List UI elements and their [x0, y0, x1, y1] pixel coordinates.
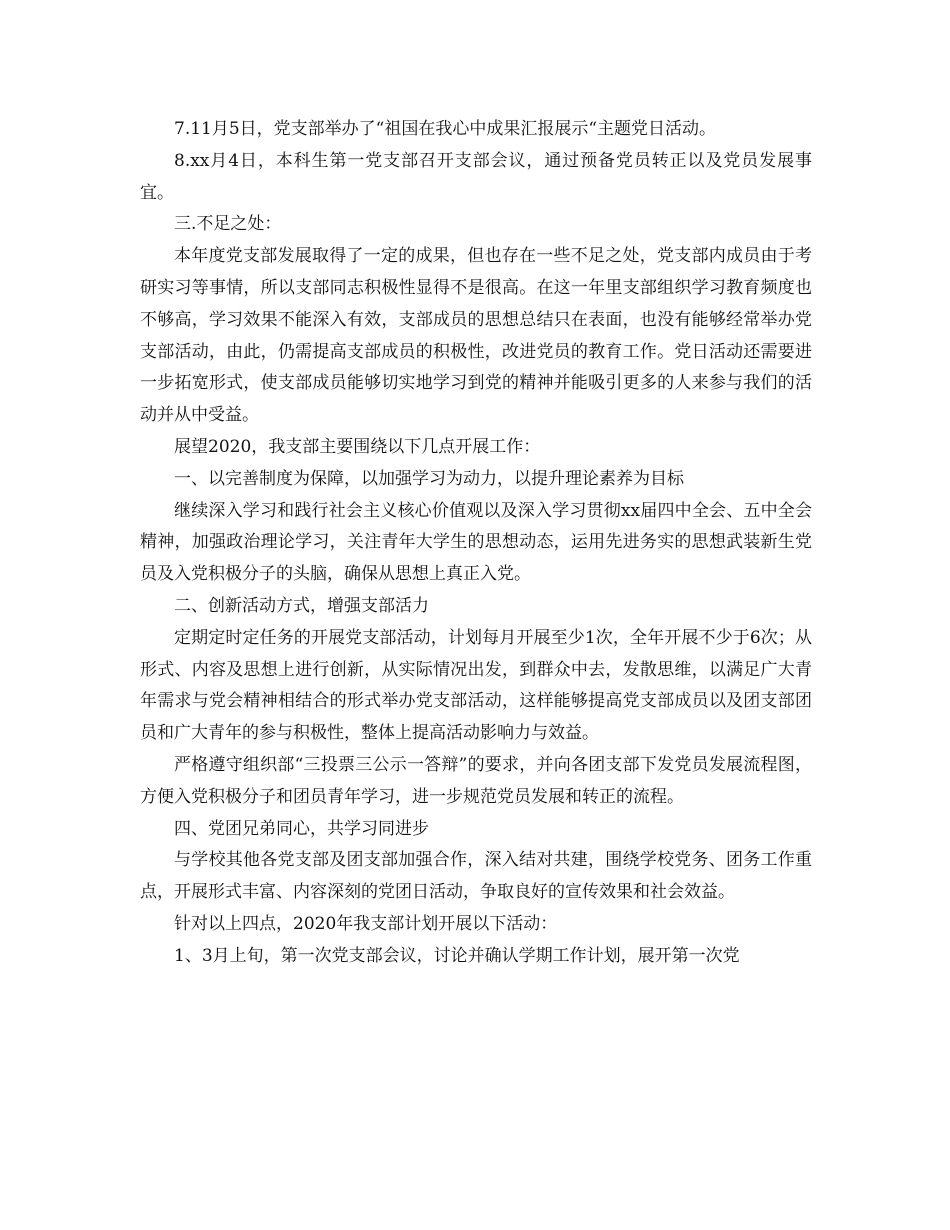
paragraph-plan-item-1: 1、3月上旬，第一次党支部会议，讨论并确认学期工作计划，展开第一次党	[174, 945, 740, 966]
document-body	[140, 114, 812, 973]
heading-point-4: 四、党团兄弟同心，共学习同进步	[174, 818, 429, 839]
heading-point-1: 一、以完善制度为保障，以加强学习为动力，以提升理论素养为目标	[174, 468, 684, 489]
heading-point-2: 二、创新活动方式，增强支部活力	[174, 595, 429, 616]
paragraph-outlook: 展望2020，我支部主要围绕以下几点开展工作：	[174, 436, 541, 457]
paragraph-shortcomings: 本年度党支部发展取得了一定的成果，但也存在一些不足之处，党支部内成员由于考研实习等事情，所以支部同志积极性显得不是很高。在这一年里支部组织学习教育频度也不够高，学习效果不能深入有效，支部成员的思想总结只在表面，也没有能够经常举办党支部活动，由此，仍需提高支部成员的积极性，改进党员的教育工作。党日活动还需要进一步拓宽形式，使支部成员能够切实地学习到党的精神并能吸引更多的人来参与我们的活动并从中受益。	[140, 246, 812, 426]
paragraph-activity-7: 7.11月5日，党支部举办了“祖国在我心中成果汇报展示“主题党日活动。	[174, 119, 717, 139]
paragraph-point-2: 定期定时定任务的开展党支部活动，计划每月开展至少1次，全年开展不少于6次；从形式、内容及思想上进行创新，从实际情况出发，到群众中去，发散思维，以满足广大青年需求与党会精神相结合的形式举办党支部活动，这样能够提高党支部成员以及团支部团员和广大青年的参与积极性，整体上提高活动影响力与效益。	[140, 627, 812, 744]
section-heading-shortcomings: 三.不足之处：	[174, 214, 282, 235]
paragraph-point-1: 继续深入学习和践行社会主义核心价值观以及深入学习贯彻xx届四中全会、五中全会精神，加强政治理论学习，关注青年大学生的思想动态，运用先进务实的思想武装新生党员及入党积极分子的头脑，确保从思想上真正入党。	[140, 500, 812, 585]
paragraph-point-2-process: 严格遵守组织部“三投票三公示一答辩”的要求，并向各团支部下发党员发展流程图，方便入党积极分子和团员青年学习，进一步规范党员发展和转正的流程。	[140, 754, 812, 807]
paragraph-activity-8: 8.xx月4日，本科生第一党支部召开支部会议，通过预备党员转正以及党员发展事宜。	[140, 150, 812, 203]
paragraph-point-4: 与学校其他各党支部及团支部加强合作，深入结对共建，围绕学校党务、团务工作重点，开展形式丰富、内容深刻的党团日活动，争取良好的宣传效果和社会效益。	[140, 850, 812, 903]
paragraph-plan-intro: 针对以上四点，2020年我支部计划开展以下活动：	[174, 913, 558, 934]
